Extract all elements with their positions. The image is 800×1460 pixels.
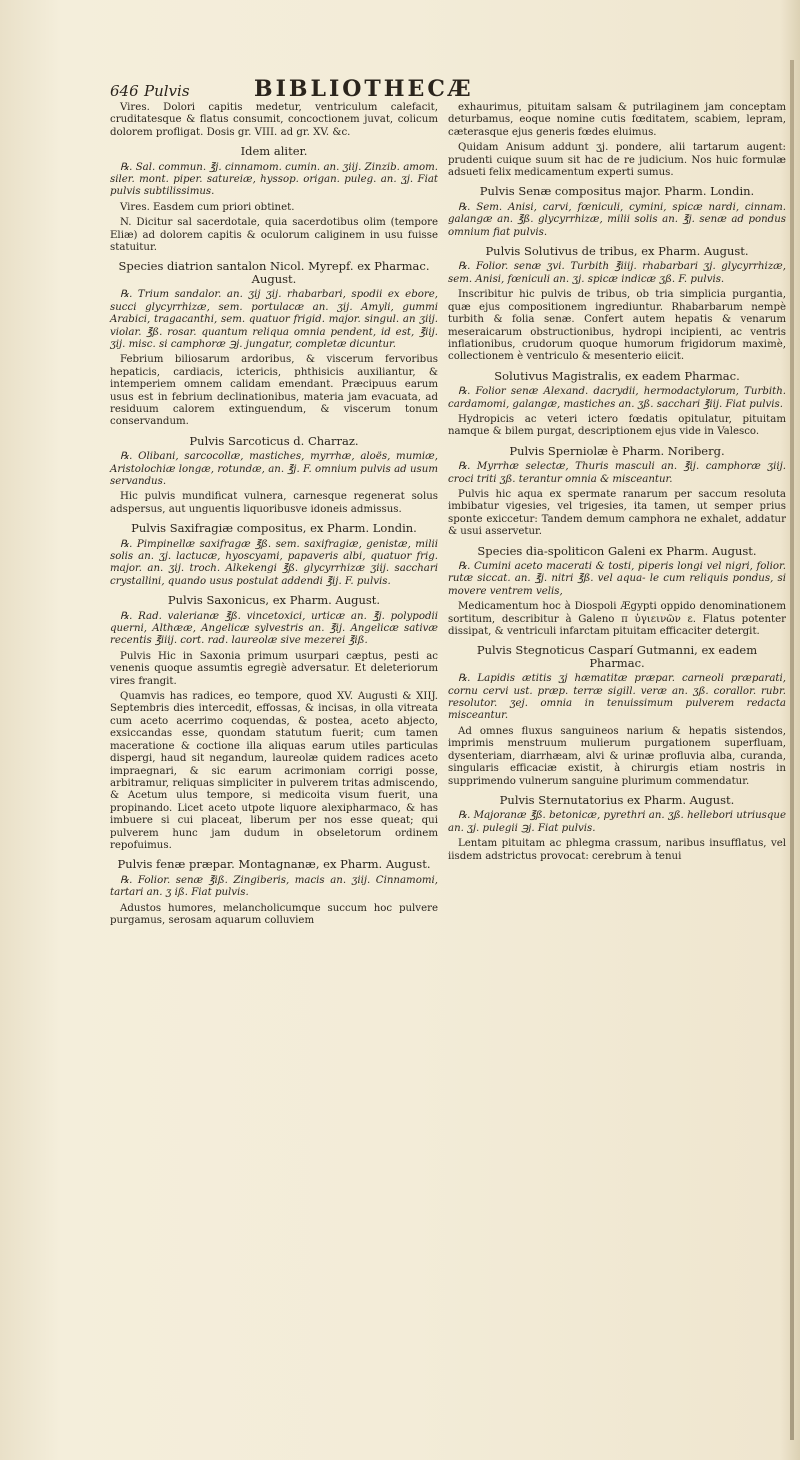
section-heading: Pulvis Sarcoticus d. Charraz.	[189, 433, 359, 448]
body-paragraph: Lentam pituitam ac phlegma crassum, naribus insufflatus, vel iisdem adstrictus provocat: cerebrum à tenui	[448, 838, 786, 862]
body-paragraph: Hydropicis ac veteri ictero fœdatis opitulatur, pituitam namque & bilem purgat, descriptionem ejus vide in Valesco.	[448, 413, 786, 438]
section-heading: Solutivus Magistralis, ex eadem Pharmac.	[494, 368, 740, 383]
section-heading: Pulvis Sperniolæ è Pharm. Noriberg.	[509, 443, 725, 458]
right-column	[448, 102, 786, 930]
recipe-paragraph: ℞. Folior senæ Alexand. dacrydii, hermodactylorum, Turbith. cardamomi, galangæ, mastiches an. ʒß. sacchari ℥iij. Fiat pulvis.	[448, 386, 786, 410]
section-heading: Species dia-spoliticon Galeni ex Pharm. August.	[477, 543, 757, 558]
body-paragraph: Vires. Dolori capitis medetur, ventriculum calefacit, cruditatesque & flatus consumit, concoctionem juvat, colicum dolorem profligat. Dosis gr. VIII. ad gr. XV. &c.	[110, 102, 438, 138]
recipe-paragraph: ℞. Cumini aceto macerati & tosti, piperis longi vel nigri, folior. rutæ siccat. an. ℥j. nitri ℥ß. vel aqua- le cum reliquis pondus, si movere ventrem velis,	[448, 561, 786, 597]
text-columns	[110, 102, 786, 930]
recipe-paragraph: ℞. Sal. commun. ℥j. cinnamom. cumin. an. ʒiij. Zinzib. amom. siler. mont. piper. satureiæ, hyssop. origan. puleg. an. ʒj. Fiat pulvis subtilissimus.	[110, 161, 438, 198]
running-title: BIBLIOTHECÆ	[254, 76, 474, 102]
body-paragraph: Febrium biliosarum ardoribus, & viscerum fervoribus hepaticis, cardiacis, ictericis, phthisicis auxiliantur, & intemperiem omnem calidam emendant. Præcipuus earum usus est in febrium declinationibus, materia jam evacuata, ad residuum calorem extinguendum, & viscerum tonum conservandum.	[110, 354, 438, 428]
recipe-paragraph: ℞. Folior. senæ ℥iß. Zingiberis, macis an. ʒiij. Cinnamomi, tartari an. ʒ iß. Fiat pulvis.	[110, 874, 438, 899]
recipe-paragraph: ℞. Folior. senæ ʒvi. Turbith ℥iiij. rhabarbari ʒj. glycyrrhizæ, sem. Anisi, fœniculi an. ʒj. spicæ indicæ ʒß. F. pulvis.	[448, 261, 786, 285]
body-paragraph: Quidam Anisum addunt ʒj. pondere, alii tartarum augent: prudenti cuique suum sit hac de re judicium. Nos huic formulæ adsueti felix medicamentum experti sumus.	[448, 142, 786, 179]
body-paragraph: N. Dicitur sal sacerdotale, quia sacerdotibus olim (tempore Eliæ) ad dolorem capitis & oculorum caliginem in usu fuisse statuitur.	[110, 217, 438, 254]
section-heading: Pulvis Stegnoticus Casparí Gutmanni, ex eadem Pharmac.	[476, 643, 758, 670]
body-paragraph: Medicamentum hoc à Diospoli Ægypti oppido denominationem sortitum, describitur à Galeno π ὐγιεινῶν ε. Flatus potenter dissipat, & ventriculi infarctam pituitam efficaciter detergit.	[448, 601, 786, 638]
section-heading: Idem aliter.	[240, 144, 308, 159]
recipe-paragraph: ℞. Trium sandalor. an. ʒij ʒij. rhabarbari, spodii ex ebore, succi glycyrrhizæ, sem. portulacæ an. ʒij. Amyli, gummi Arabici, tragacanthi, sem. quatuor frigid. major. singul. an ʒiij. violar. ℥ß. rosar. quantum reliqua omnia pendent, id est, ℥iij. ʒij. misc. si camphoræ ℈j. jungatur, completæ dicuntur.	[110, 289, 438, 350]
body-paragraph: Quamvis has radices, eo tempore, quod XV. Augusti & XIIJ. Septembris dies intercedit, effossas, & incisas, in olla vitreata cum aceto acerrimo coquendas, & postea, aceto abjecto, exsiccandas esse, quondam statutum fuerit; cum tamen maceratione & coctione illa aliquas earum utiles particulas dispergi, haud sit negandum, laureolæ quidem radices aceto impraegnari, & sic earum acrimoniam corrigi posse, arbitramur, reliquas simpliciter in pulverem tritas admiscendo, & Acetum ulus tempore, si medicoita visum fuerit, una propinando. Licet aceto utpote liquore alexipharmaco, & has imbuere si cui placeat, liberum per nos esse queat; qui pulverem hunc jam dudum in obseletorum ordinem repofuimus.	[110, 691, 438, 851]
body-paragraph: Hic pulvis mundificat vulnera, carnesque regenerat solus adspersus, aut unguentis liquoribusve idoneis admissus.	[110, 491, 438, 515]
body-paragraph: Inscribitur hic pulvis de tribus, ob tria simplicia purgantia, quæ ejus compositionem ingrediuntur. Rhabarbarum nempè turbith & folia senæ. Confert autem hepatis & venarum meseraicarum obstructionibus, hydropi incipienti, ac ventris inflationibus, crudorum quoque humorum frigidorum maximè, collectionem è ventriculo & mesenterio eiicit.	[448, 289, 786, 363]
recipe-paragraph: ℞. Lapidis ætitis ʒj hæmatitæ præpar. carneoli præparati, cornu cervi ust. præp. terræ sigill. veræ an. ʒß. corallor. rubr. resolutor. ʒej. omnia in tenuissimum pulverem redacta misceantur.	[448, 673, 786, 722]
body-paragraph: Vires. Easdem cum priori obtinet.	[120, 201, 295, 213]
section-heading: Pulvis fenæ præpar. Montagnanæ, ex Pharm. August.	[117, 857, 431, 872]
recipe-paragraph: ℞. Pimpinellæ saxifragæ ℥ß. sem. saxifragiæ, genistæ, milii solis an. ʒj. lactucæ, hyoscyami, papaveris albi, quatuor frig. major. an. ʒij. troch. Alkekengi ℥ß. glycyrrhizæ ʒiij. sacchari crystallini, quando usus postulat addendi ℥ij. F. pulvis.	[110, 538, 438, 587]
section-heading: Pulvis Saxifragiæ compositus, ex Pharm. Londin.	[131, 521, 417, 536]
body-paragraph: Ad omnes fluxus sanguineos narium & hepatis sistendos, imprimis menstruum mulierum purgationem superfluam, dysenteriam, diarrhæam, alvi & urinæ profluvia alba, curanda, singularis efficaciæ existit, à chirurgis etiam nostris in supprimendo vulnerum sanguine plurimum commendatur.	[448, 725, 786, 787]
recipe-paragraph: ℞. Myrrhæ selectæ, Thuris masculi an. ℥ij. camphoræ ʒiij. croci triti ʒß. terantur omnia & misceantur.	[448, 461, 786, 485]
recipe-paragraph: ℞. Sem. Anisi, carvi, fœniculi, cymini, spicæ nardi, cinnam. galangæ an. ℥ß. glycyrrhizæ, milii solis an. ℥j. senæ ad pondus omnium fiat pulvis.	[448, 201, 786, 238]
section-heading: Pulvis Senæ compositus major. Pharm. Londin.	[479, 184, 755, 199]
section-heading: Pulvis Solutivus de tribus, ex Pharm. August.	[485, 244, 749, 259]
section-heading: Pulvis Saxonicus, ex Pharm. August.	[167, 593, 381, 608]
running-word: Pulvis	[144, 82, 190, 100]
recipe-paragraph: ℞. Majoranæ ℥ß. betonicæ, pyrethri an. ʒß. hellebori utriusque an. ʒj. pulegii ℈j. Fiat pulvis.	[448, 810, 786, 834]
recipe-paragraph: ℞. Olibani, sarcocollæ, mastiches, myrrhæ, aloës, mumiæ, Aristolochiæ longæ, rotundæ, an. ℥j. F. omnium pulvis ad usum servandus.	[110, 451, 438, 487]
section-heading: Species diatrion santalon Nicol. Myrepf. ex Pharmac. August.	[118, 259, 430, 286]
page-number: 646	[110, 82, 139, 100]
recipe-paragraph: ℞. Rad. valerianæ ℥ß. vincetoxici, urticæ an. ℥j. polypodii querni, Althææ, Angelicæ sylvestris an. ℥ij. Angelicæ sativæ recentis ℥iiij. cort. rad. laureolæ sive mezerei ℥iß.	[110, 610, 438, 647]
body-paragraph: Pulvis Hic in Saxonia primum usurpari cæptus, pesti ac venenis quoque assumtis egregiè adversatur. Et deleteriorum vires frangit.	[110, 650, 438, 687]
running-head	[110, 76, 786, 102]
left-column	[110, 102, 438, 930]
body-paragraph: exhaurimus, pituitam salsam & putrilaginem jam conceptam deturbamus, eoque nomine cutis fœditatem, scabiem, lepram, cæterasque ejus generis fœdes eluimus.	[448, 102, 786, 138]
section-heading: Pulvis Sternutatorius ex Pharm. August.	[499, 792, 735, 807]
body-paragraph: Adustos humores, melancholicumque succum hoc pulvere purgamus, serosam aquarum colluviem	[110, 902, 438, 926]
page-edge-shadow	[790, 60, 794, 1440]
body-paragraph: Pulvis hic aqua ex spermate ranarum per saccum resoluta imbibatur vigesies, vel trigesies, ita tamen, ut semper prius sponte exiccetur: Tandem demum camphora ne exhalet, addatur & usui asservetur.	[448, 488, 786, 538]
